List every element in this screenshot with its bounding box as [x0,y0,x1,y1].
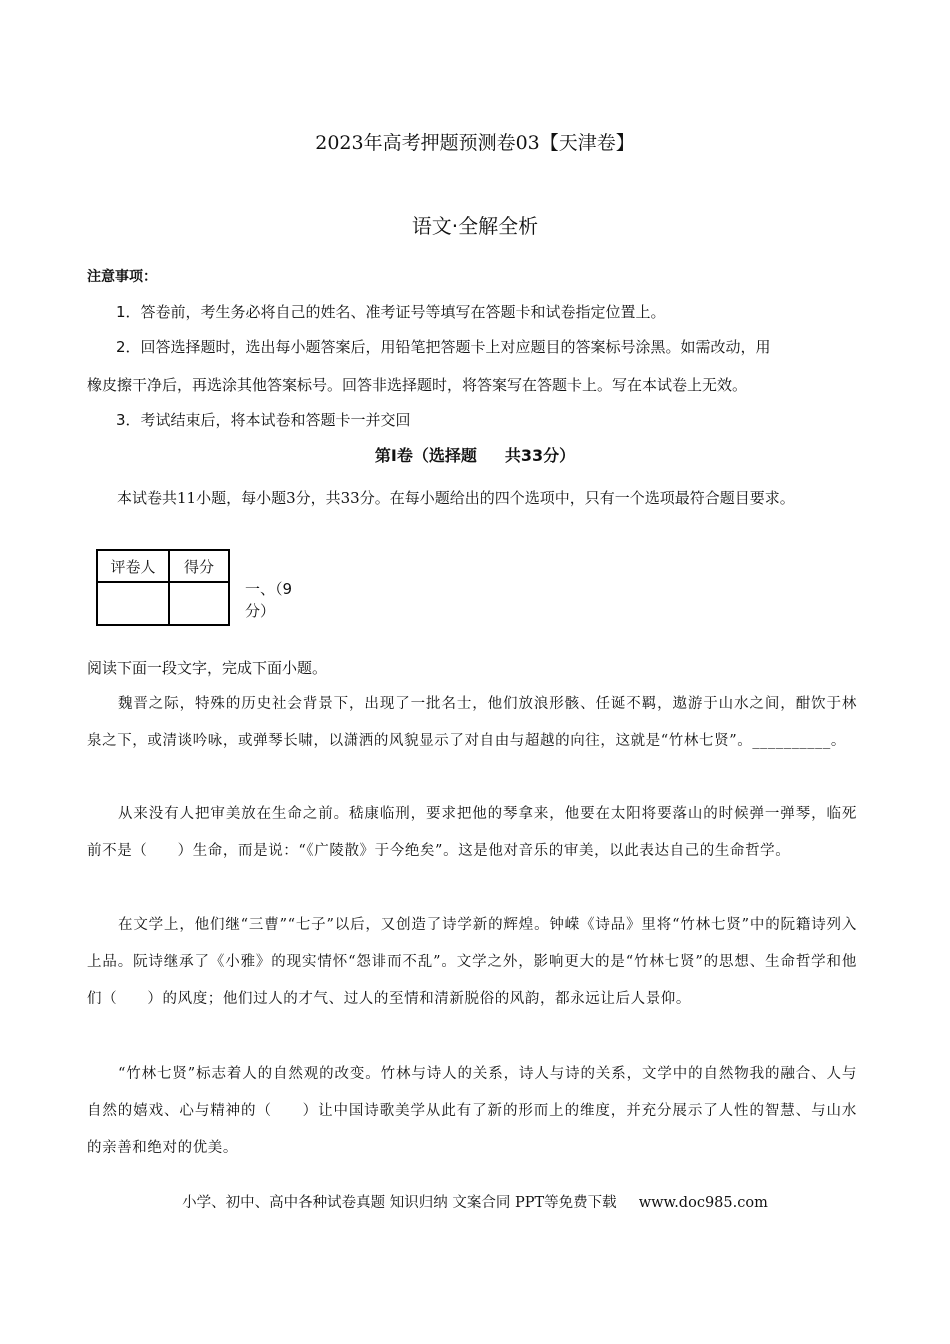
note-item-2: 2．回答选择题时，选出每小题答案后，用铅笔把答题卡上对应题目的答案标号涂黑。如需改动，用 [116,338,771,356]
section-intro: 本试卷共11小题，每小题3分，共33分。在每小题给出的四个选项中，只有一个选项最符合题目要求。 [117,489,795,507]
passage-paragraph-2: 从来没有人把审美放在生命之前。嵇康临刑，要求把他的琴拿来，他要在太阳将要落山的时候弹一弹琴，临死前不是（ ）生命，而是说：“《广陵散》于今绝矣”。这是他对音乐的审美，以此表达自己的生命哲学。 [87,806,857,859]
score-table-cell-grader [97,582,169,625]
score-table-cell-score [169,582,229,625]
footer-url: www.doc985.com [638,1195,768,1211]
score-table-header-score: 得分 [169,550,229,582]
section-heading-part2: 共33分） [504,446,576,465]
question-label [245,578,292,622]
score-table-header-grader: 评卷人 [97,550,169,582]
section-heading [0,443,950,466]
footer-text: 小学、初中、高中各种试卷真题 知识归纳 文案合同 PPT等免费下载 [182,1195,617,1211]
section-heading-part1: 第Ⅰ卷（选择题 [374,446,477,465]
passage-paragraph-1: 魏晋之际，特殊的历史社会背景下，出现了一批名士，他们放浪形骸、任诞不羁，遨游于山水之间，酣饮于林泉之下，或清谈吟咏，或弹琴长啸，以潇洒的风貌显示了对自由与超越的向往，这就是“竹林七贤”。__________。 [87,696,857,749]
note-item-1: 1．答卷前，考生务必将自己的姓名、准考证号等填写在答题卡和试卷指定位置上。 [116,303,666,321]
reading-instruction: 阅读下面一段文字，完成下面小题。 [87,659,328,677]
question-label-line2: 分） [245,602,276,620]
page-footer [0,1191,950,1212]
question-label-line1: 一、（9 [245,580,293,598]
page-title: 2023年高考押题预测卷03【天津卷】 [315,132,635,154]
note-item-3: 3．考试结束后，将本试卷和答题卡一并交回 [116,411,411,429]
page-subtitle: 语文·全解全析 [411,214,539,238]
notes-heading: 注意事项： [87,269,157,285]
note-item-2-continued: 橡皮擦干净后，再选涂其他答案标号。回答非选择题时，将答案写在答题卡上。写在本试卷上无效。 [87,376,748,394]
score-table [96,549,230,626]
passage-paragraph-3: 在文学上，他们继“三曹”“七子”以后，又创造了诗学新的辉煌。钟嵘《诗品》里将“竹林七贤”中的阮籍诗列入上品。阮诗继承了《小雅》的现实情怀“怨诽而不乱”。文学之外，影响更大的是“竹林七贤”的思想、生命哲学和他们（ ）的风度；他们过人的才气、过人的至情和清新脱俗的风韵，都永远让后人景仰。 [87,917,857,1007]
passage-paragraph-4: “竹林七贤”标志着人的自然观的改变。竹林与诗人的关系，诗人与诗的关系，文学中的自然物我的融合、人与自然的嬉戏、心与精神的（ ）让中国诗歌美学从此有了新的形而上的维度，并充分展示了人性的智慧、与山水的亲善和绝对的优美。 [87,1066,857,1156]
